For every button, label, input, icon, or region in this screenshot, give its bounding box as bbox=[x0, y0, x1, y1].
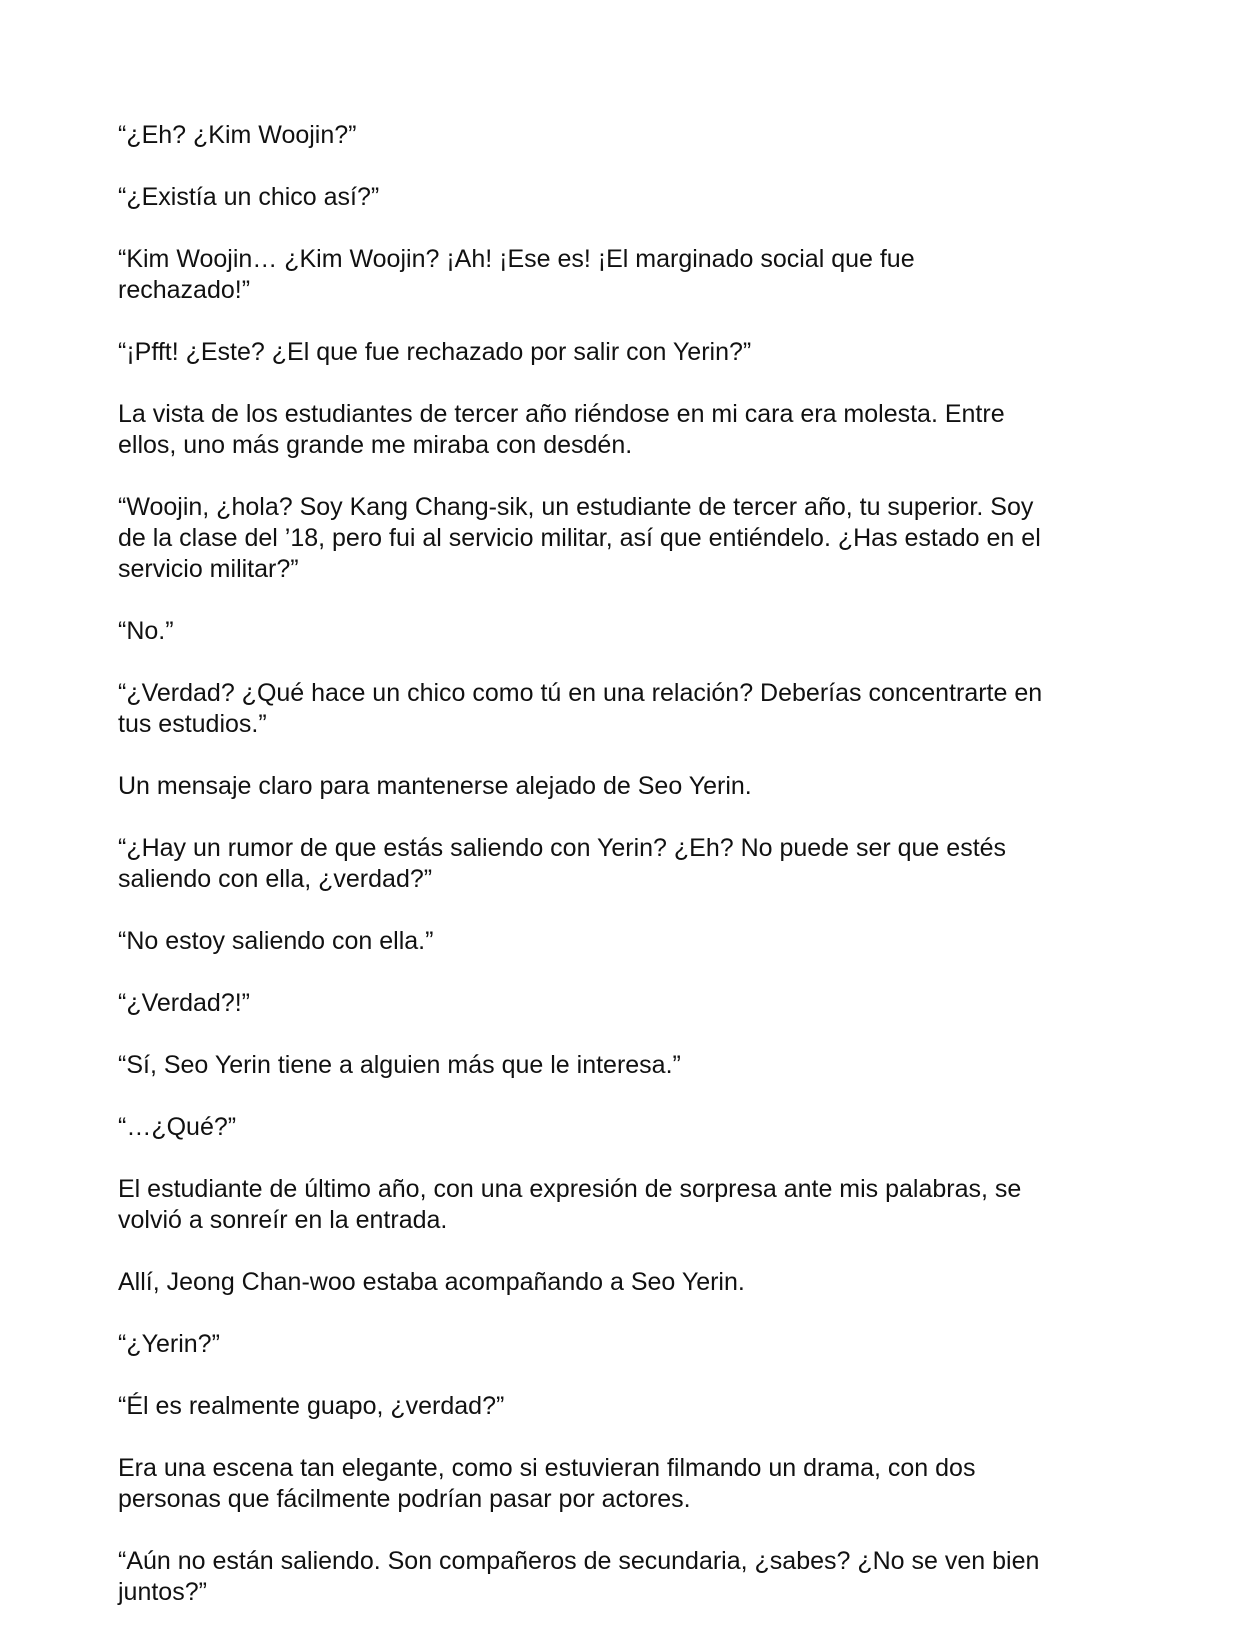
paragraph-11: “No estoy saliendo con ella.” bbox=[118, 927, 434, 955]
paragraph-2: “¿Existía un chico así?” bbox=[118, 183, 380, 211]
paragraph-1: “¿Eh? ¿Kim Woojin?” bbox=[118, 121, 357, 149]
paragraph-12: “¿Verdad?!” bbox=[118, 989, 251, 1017]
paragraph-13: “Sí, Seo Yerin tiene a alguien más que le interesa.” bbox=[118, 1051, 681, 1079]
paragraph-17: “¿Yerin?” bbox=[118, 1330, 220, 1358]
paragraph-6: “Woojin, ¿hola? Soy Kang Chang-sik, un estudiante de tercer año, tu superior. Soy de la clase del ’18, pero fui al servicio militar, así que entiéndelo. ¿Has estado en el servicio militar?” bbox=[118, 493, 1041, 583]
paragraph-16: Allí, Jeong Chan-woo estaba acompañando a Seo Yerin. bbox=[118, 1268, 745, 1296]
paragraph-20: “Aún no están saliendo. Son compañeros de secundaria, ¿sabes? ¿No se ven bien juntos?” bbox=[118, 1547, 1040, 1606]
paragraph-7: “No.” bbox=[118, 617, 174, 645]
paragraph-4: “¡Pfft! ¿Este? ¿El que fue rechazado por salir con Yerin?” bbox=[118, 338, 752, 366]
paragraph-3: “Kim Woojin… ¿Kim Woojin? ¡Ah! ¡Ese es! ¡El marginado social que fue rechazado!” bbox=[118, 245, 915, 304]
paragraph-14: “…¿Qué?” bbox=[118, 1113, 237, 1141]
paragraph-10: “¿Hay un rumor de que estás saliendo con Yerin? ¿Eh? No puede ser que estés saliendo con ella, ¿verdad?” bbox=[118, 834, 1007, 893]
paragraph-5: La vista de los estudiantes de tercer año riéndose en mi cara era molesta. Entre ellos, uno más grande me miraba con desdén. bbox=[118, 400, 1005, 459]
paragraph-8: “¿Verdad? ¿Qué hace un chico como tú en una relación? Deberías concentrarte en tus estudios.” bbox=[118, 679, 1043, 738]
paragraph-18: “Él es realmente guapo, ¿verdad?” bbox=[118, 1392, 505, 1420]
document-page bbox=[118, 120, 1128, 1639]
paragraph-9: Un mensaje claro para mantenerse alejado de Seo Yerin. bbox=[118, 772, 752, 800]
paragraph-19: Era una escena tan elegante, como si estuvieran filmando un drama, con dos personas que fácilmente podrían pasar por actores. bbox=[118, 1454, 976, 1513]
paragraph-15: El estudiante de último año, con una expresión de sorpresa ante mis palabras, se volvió a sonreír en la entrada. bbox=[118, 1175, 1022, 1234]
